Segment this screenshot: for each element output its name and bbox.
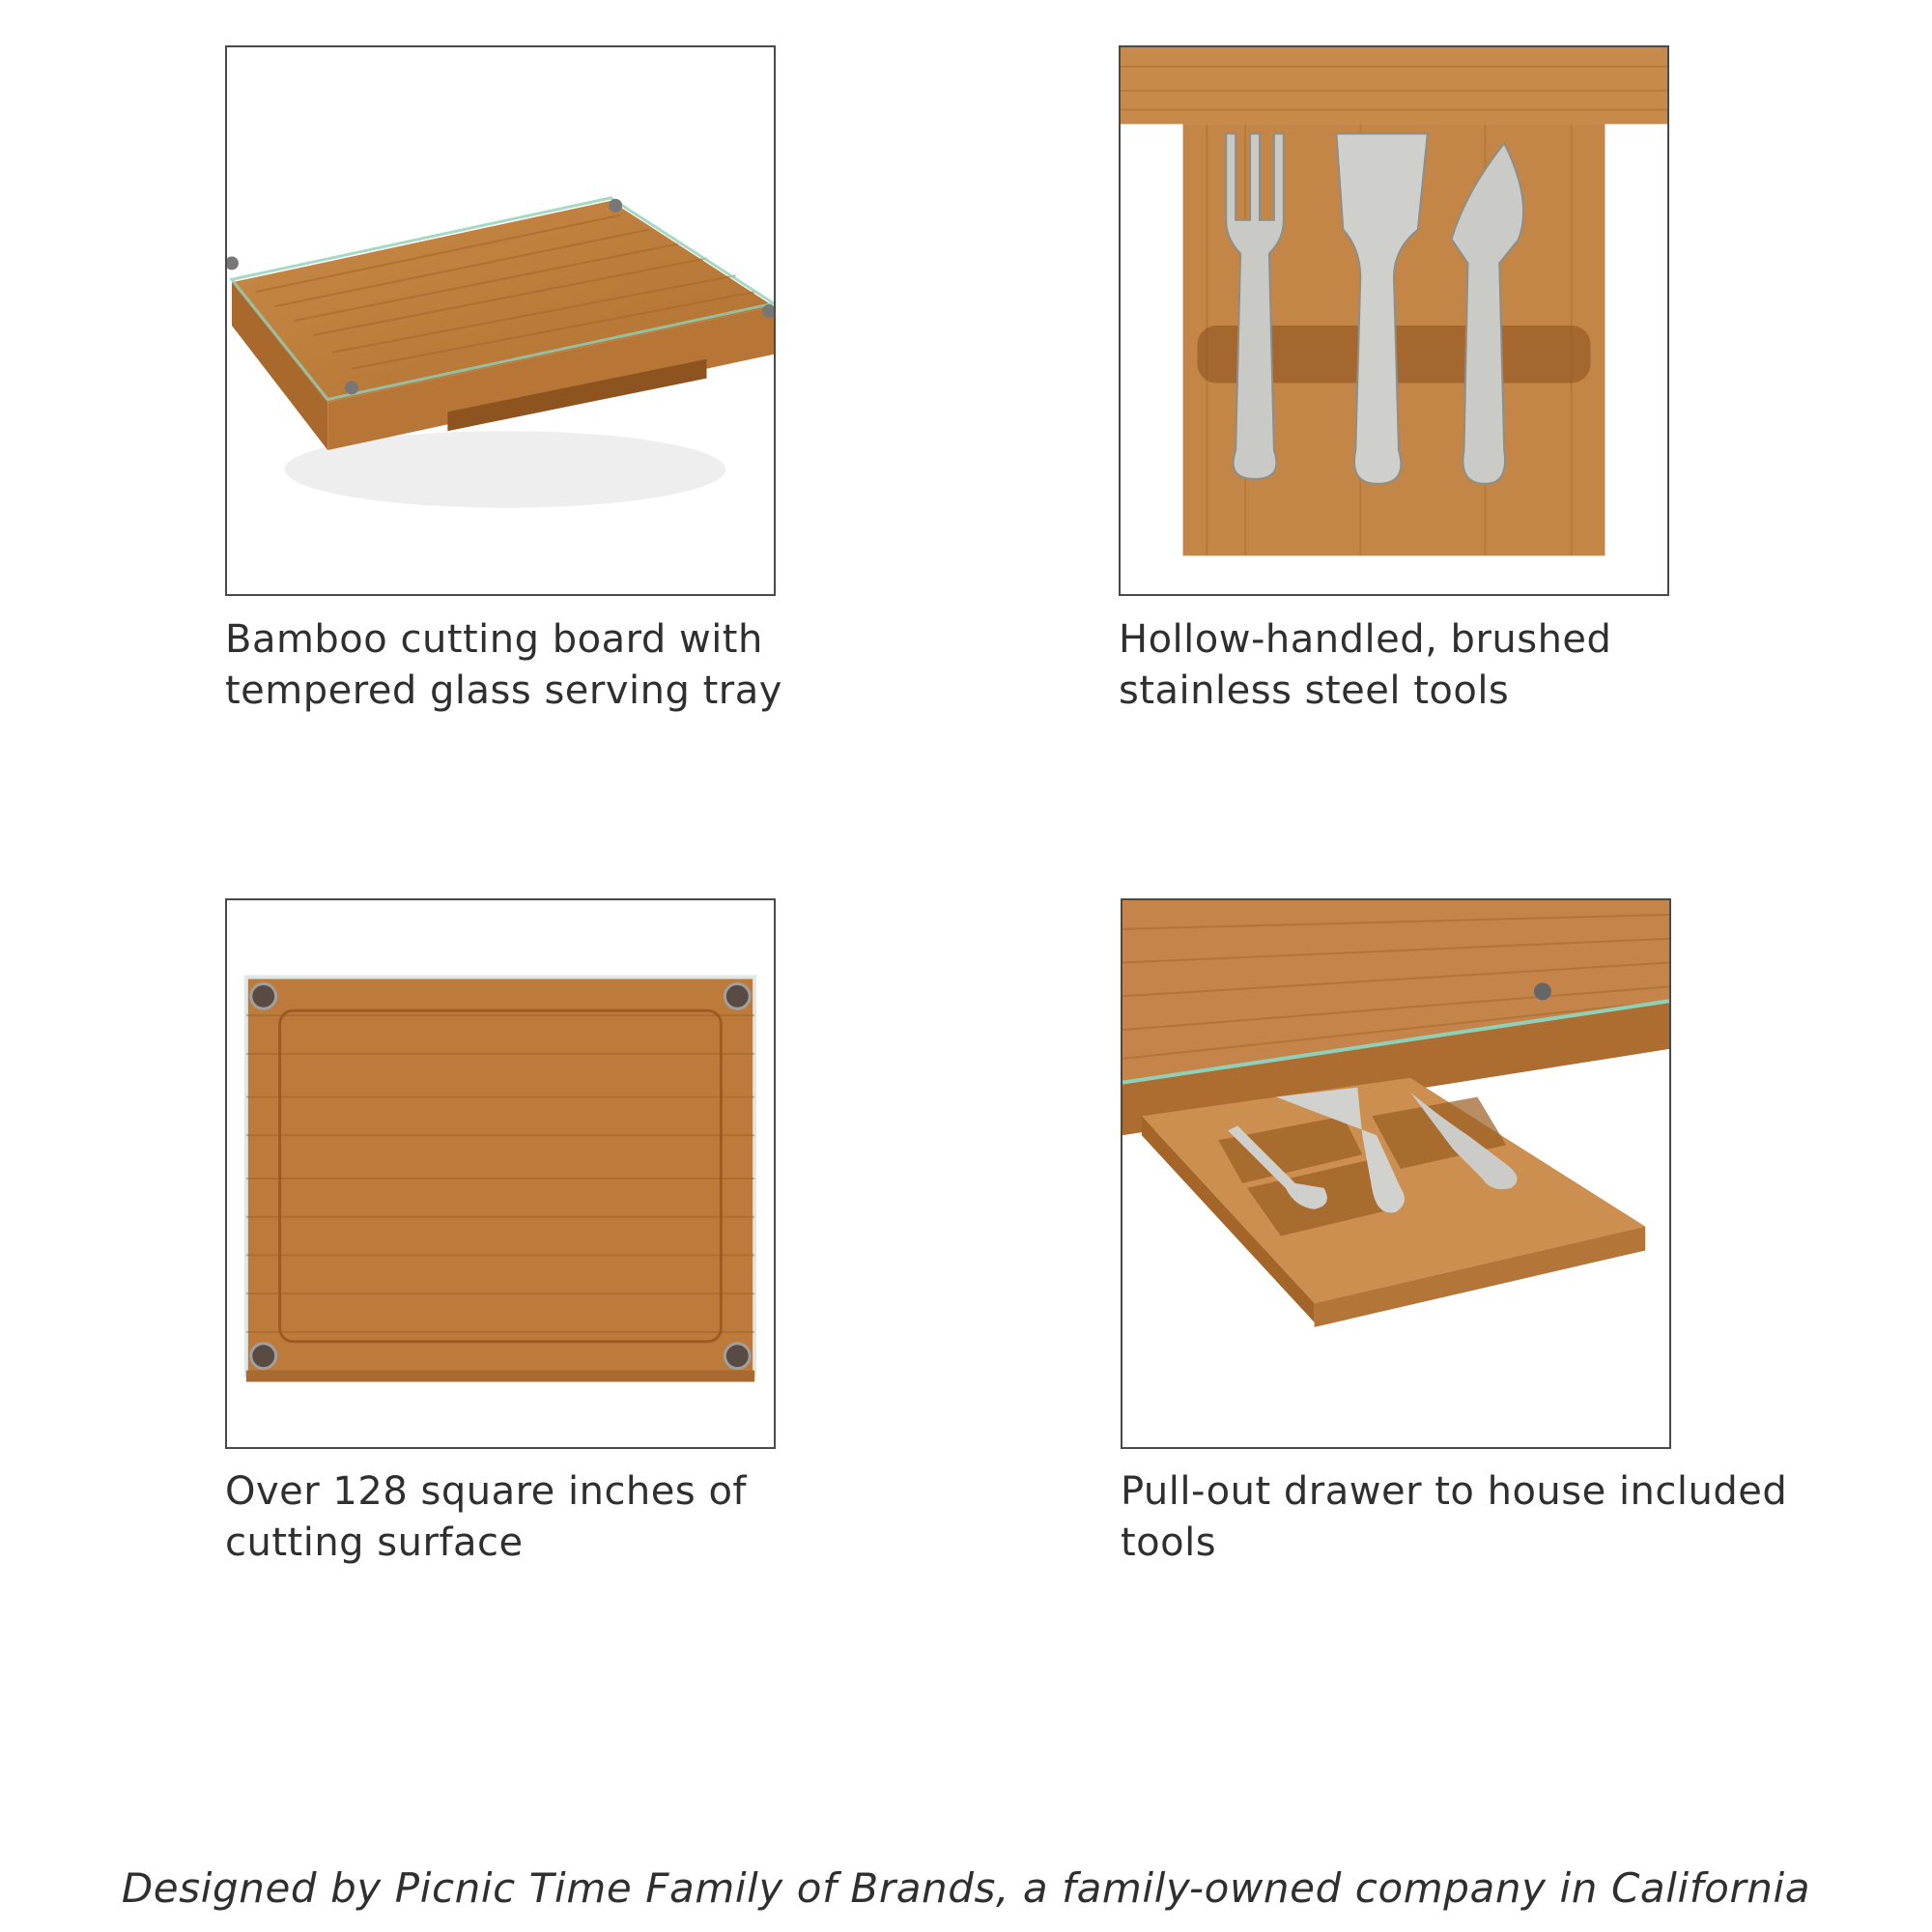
caption-line: Bamboo cutting board with (225, 617, 763, 662)
feature-caption-steel-tools (1119, 614, 1795, 717)
caption-line: Hollow-handled, brushed (1119, 617, 1612, 662)
feature-caption-pull-out-drawer (1121, 1466, 1816, 1569)
caption-line: cutting surface (225, 1520, 524, 1565)
feature-caption-glass-tray (225, 614, 901, 717)
caption-line: Over 128 square inches of (225, 1469, 747, 1514)
feature-caption-cutting-surface (225, 1466, 901, 1569)
bamboo-board-with-glass-tray-photo (225, 45, 776, 596)
brand-footer-tagline: Designed by Picnic Time Family of Brands, a family-owned company in California (121, 1864, 1811, 1912)
caption-line: tools (1121, 1520, 1217, 1565)
caption-line: Pull-out drawer to house included (1121, 1469, 1788, 1514)
caption-line: stainless steel tools (1119, 668, 1510, 713)
board-with-open-drawer-photo (1121, 898, 1671, 1449)
board-top-view-photo (225, 898, 776, 1449)
cheese-tools-in-drawer-photo (1119, 45, 1669, 596)
caption-line: tempered glass serving tray (225, 668, 782, 713)
